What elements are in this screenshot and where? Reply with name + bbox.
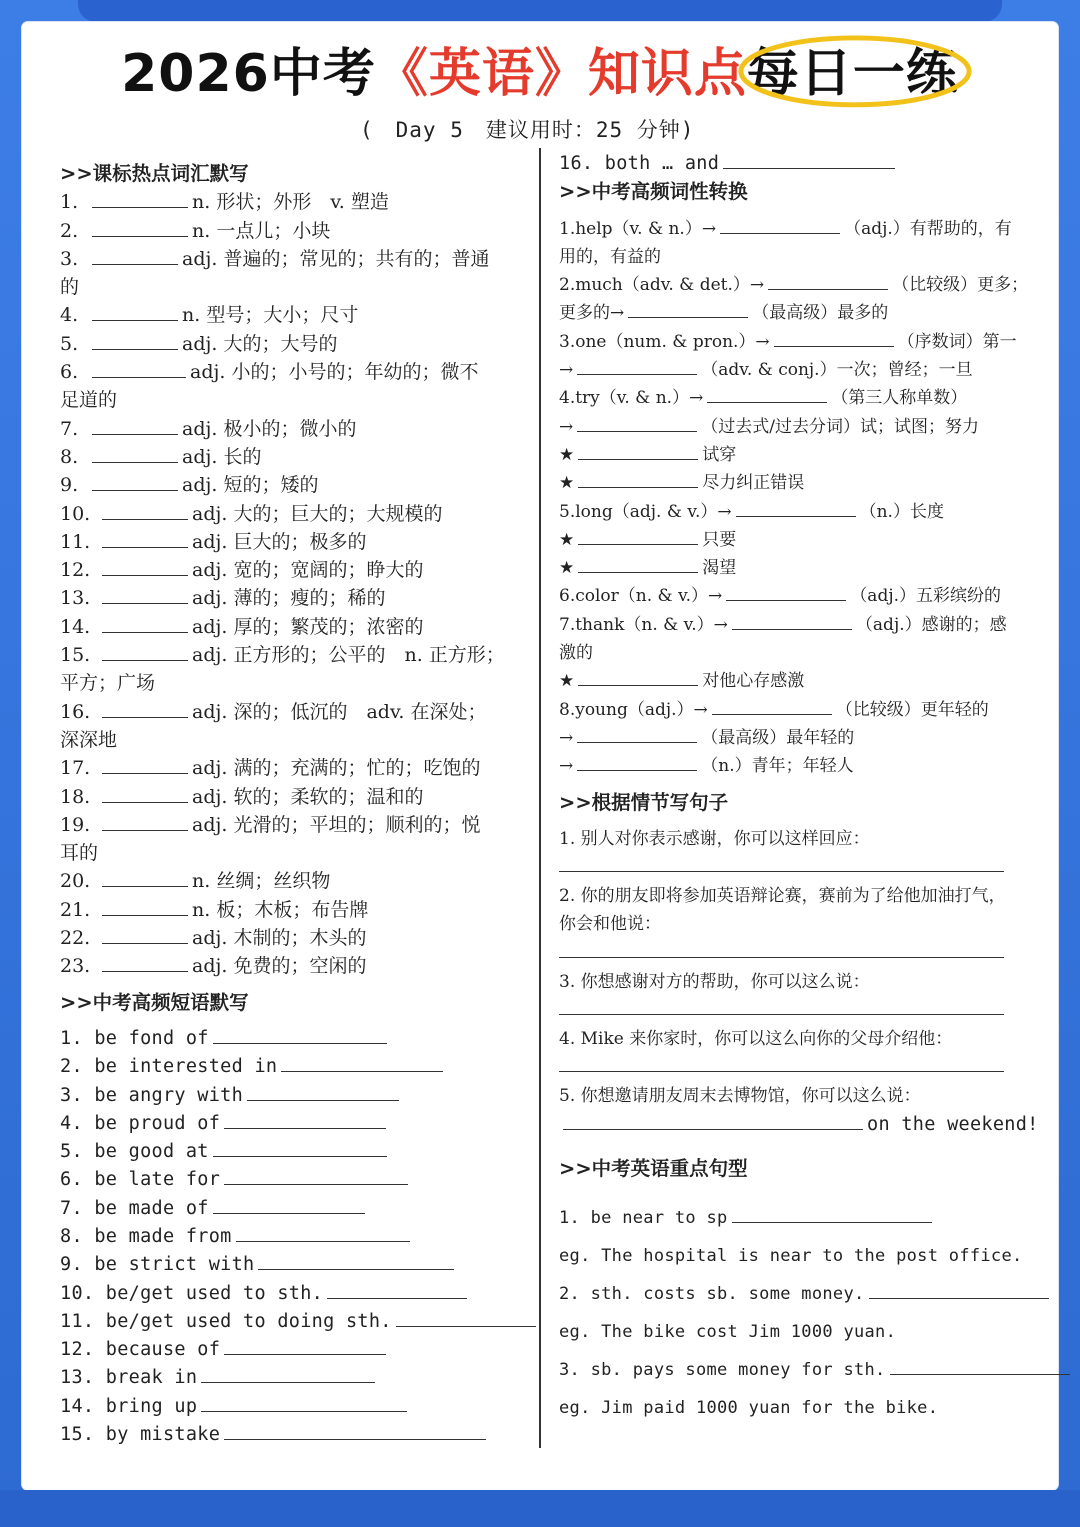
phrase-item [60,1025,530,1053]
sentence-list [559,825,1039,1139]
answer-blank[interactable] [578,554,698,573]
vocab-item [60,217,530,245]
vocab-item [60,811,530,839]
answer-line[interactable] [559,857,1004,872]
answer-blank[interactable] [102,812,188,831]
answer-blank[interactable] [577,752,697,771]
answer-blank[interactable] [732,611,852,630]
phrase-item [60,1280,530,1308]
spacer [60,1017,530,1025]
answer-blank[interactable] [102,529,188,548]
spacer [559,781,1029,789]
definition-text: adj. 深的；低沉的 adv. 在深处； [192,700,487,723]
conversion-row [559,356,1029,384]
item-number: 5. [60,332,79,355]
spacer [60,981,530,989]
phrase-text: 3. be angry with [60,1084,244,1106]
answer-blank[interactable] [102,699,188,718]
answer-blank[interactable] [578,526,698,545]
item-number: 18. [60,785,91,808]
definition-text: n. 形状；外形 v. 塑造 [192,191,389,214]
conversion-text: （最高级）最多的 [752,303,889,324]
definition-text: n. 型号；大小；尺寸 [182,304,359,327]
definition-text: n. 板；木板；布告牌 [192,898,369,921]
definition-text: adj. 正方形的；公平的 n. 正方形； [192,644,505,667]
answer-blank[interactable] [869,1280,1049,1299]
definition-text: n. 一点儿；小块 [192,219,331,242]
conversion-text: 7.thank（n. & v.）→ [559,614,728,635]
answer-blank[interactable] [396,1308,536,1327]
top-tab [78,0,1002,22]
phrase-text: 2. be interested in [60,1056,278,1078]
phrase-text: 1. be fond of [60,1027,209,1049]
answer-blank[interactable] [707,384,827,403]
answer-blank[interactable] [92,189,188,208]
answer-blank[interactable] [213,1195,365,1214]
item-number: 3. [60,247,79,270]
phrase-item [60,1195,530,1223]
section-phrases-title: >>中考高频短语默写 [60,990,249,1014]
conversion-text: （n.）长度 [859,501,944,522]
title-part3 [747,38,959,110]
title-part2: 《英语》知识点 [375,44,747,104]
prompt-text: 你会和他说： [559,914,661,935]
phrase-item [60,1421,530,1449]
definition-text: adj. 光滑的；平坦的；顺利的；悦 [192,813,481,836]
answer-blank[interactable] [247,1082,399,1101]
conversion-text: （序数词）第一 [897,331,1017,352]
conversion-row [559,667,1029,695]
item-number: 4. [60,304,79,327]
conversion-text: （比较级）更年轻的 [835,699,989,720]
answer-blank[interactable] [102,868,188,887]
answer-blank[interactable] [92,246,178,265]
column-divider [539,148,541,1448]
phrase-text: 7. be made of [60,1197,209,1219]
answer-blank[interactable] [577,413,697,432]
title-part1: 2026中考 [121,44,376,104]
definition-text: adj. 厚的；繁茂的；浓密的 [192,615,424,638]
phrase-item [60,1364,530,1392]
answer-blank[interactable] [102,642,188,661]
answer-blank[interactable] [281,1053,443,1072]
conversion-text: （最高级）最年轻的 [701,727,855,748]
conversion-text: 3.one（num. & pron.）→ [559,331,770,352]
definition-text: n. 丝绸；丝织物 [192,870,331,893]
item-number: 10. [60,502,91,525]
definition-text: adj. 木制的；木头的 [192,927,367,950]
answer-blank[interactable] [102,953,188,972]
answer-blank[interactable] [213,1138,387,1157]
pattern-example [559,1237,1029,1275]
item-number: 19. [60,813,91,836]
definition-text: adj. 小的；小号的；年幼的；微不 [190,361,479,384]
vocab-item [60,471,530,499]
prompt-text: 4. Mike 来你家时，你可以这么向你的父母介绍他： [559,1029,953,1050]
vocab-item [60,867,530,895]
conversion-row [559,611,1029,639]
phrase-item [60,1110,530,1138]
definition-text: adj. 大的；大号的 [182,332,338,355]
title-part3-text: 每日一练 [746,44,959,104]
vocab-item-continuation: 足道的 [60,389,118,412]
definition-text: adj. 巨大的；极多的 [192,530,367,553]
vocab-item [60,698,530,726]
vocab-item [60,528,530,556]
answer-blank[interactable] [102,925,188,944]
conversion-text: （比较级）更多； [892,275,1029,296]
conversion-text: （第三人称单数） [831,388,968,409]
answer-blank[interactable] [890,1356,1070,1375]
vocab-item-continuation: 深深地 [60,728,118,751]
vocab-item-continuation: 的 [60,276,80,299]
phrase-item [60,1223,530,1251]
item-number: 21. [60,898,91,921]
answer-blank[interactable] [102,501,188,520]
pattern-example [559,1313,1029,1351]
conversion-text: 用的，有益的 [559,246,661,267]
conversion-text: ★ [559,529,575,550]
vocab-list [60,188,530,980]
answer-blank[interactable] [723,150,895,169]
conversion-row [559,696,1029,724]
conversion-row [559,215,1029,243]
vocab-item [60,783,530,811]
answer-blank[interactable] [92,331,178,350]
conversion-text: （过去式/过去分词）试；试图；努力 [701,416,979,437]
conversion-row [559,441,1029,469]
conversion-text: → [559,416,574,437]
conversion-text: 5.long（adj. & v.）→ [559,501,732,522]
vocab-item [60,754,530,782]
answer-blank[interactable] [236,1223,410,1242]
conversion-list [559,215,1029,781]
vocab-item [60,952,530,980]
pattern-text: 3. sb. pays some money for sth. [559,1360,886,1381]
conversion-text: 只要 [702,529,737,550]
conversion-text: （adv. & conj.）一次；曾经；一旦 [701,360,973,381]
conversion-row [559,582,1029,610]
conversion-row [559,413,1029,441]
conversion-row [559,526,1029,554]
answer-blank[interactable] [712,696,832,715]
answer-blank[interactable] [102,755,188,774]
conversion-text: → [559,360,574,381]
vocab-item [60,188,530,216]
conversion-text: ★ [559,444,575,465]
conversion-text: 试穿 [702,444,737,465]
pattern-list [559,1199,1029,1427]
conversion-text: （adj.）有帮助的，有 [844,218,1012,239]
phrase-text: 6. be late for [60,1169,221,1191]
item-number: 23. [60,955,91,978]
phrase-text: 15. by mistake [60,1424,221,1446]
definition-text: adj. 短的；矮的 [182,474,319,497]
pattern-item [559,1275,1029,1313]
definition-text: adj. 长的 [182,445,262,468]
answer-line-with-suffix [559,1111,1039,1139]
vocab-item [60,641,530,669]
answer-blank[interactable] [720,215,840,234]
pattern-item [559,1199,1029,1237]
conversion-text: 激的 [559,643,593,664]
vocab-item [60,924,530,952]
answer-blank[interactable] [563,1111,863,1130]
item-number: 15. [60,644,91,667]
pattern-example [559,1389,1029,1427]
answer-blank[interactable] [578,441,698,460]
phrase-text: 4. be proud of [60,1112,221,1134]
definition-text: adj. 软的；柔软的；温和的 [192,785,424,808]
answer-blank[interactable] [578,469,698,488]
pattern-text: 2. sth. costs sb. some money. [559,1284,865,1305]
item-number: 13. [60,587,91,610]
example-text: eg. The bike cost Jim 1000 yuan. [559,1322,897,1343]
answer-blank[interactable] [102,614,188,633]
answer-blank[interactable] [224,1421,486,1440]
prompt-text: 3. 你想感谢对方的帮助，你可以这么说： [559,971,870,992]
answer-line[interactable] [559,1000,1004,1015]
vocab-item-continuation: 耳的 [60,842,99,865]
section-sentences-title: >>根据情节写句子 [559,790,729,814]
answer-blank[interactable] [726,582,846,601]
item-number: 6. [60,361,79,384]
phrase-text: 8. be made from [60,1225,232,1247]
prompt-text: 1. 别人对你表示感谢，你可以这样回应： [559,828,870,849]
conversion-text: 尽力纠正错误 [702,473,805,494]
spacer [559,1139,1029,1155]
conversion-text: → [559,756,574,777]
answer-blank[interactable] [224,1166,408,1185]
section-patterns-title: >>中考英语重点句型 [559,1156,748,1180]
answer-blank[interactable] [768,271,888,290]
phrase-item [60,1082,530,1110]
conversion-text: 2.much（adv. & det.）→ [559,275,765,296]
item-number: 9. [60,474,79,497]
answer-blank[interactable] [577,724,697,743]
conversion-text: ★ [559,473,575,494]
phrase-item [60,1053,530,1081]
spacer [559,207,1029,215]
definition-text: adj. 免费的；空闲的 [192,955,367,978]
answer-blank[interactable] [92,444,178,463]
vocab-item [60,556,530,584]
answer-blank[interactable] [774,328,894,347]
answer-blank[interactable] [736,498,856,517]
page-title [0,38,1080,110]
vocab-item [60,330,530,358]
example-text: eg. Jim paid 1000 yuan for the bike. [559,1398,939,1419]
answer-blank[interactable] [258,1251,454,1270]
phrase-16 [559,150,1029,178]
example-text: eg. The hospital is near to the post office. [559,1246,1023,1267]
definition-text: adj. 薄的；瘦的；稀的 [192,587,386,610]
phrase-list [60,1025,530,1449]
definition-text: adj. 极小的；微小的 [182,417,357,440]
phrase-item [60,1138,530,1166]
section-conversion-title: >>中考高频词性转换 [559,180,748,204]
vocab-item [60,245,530,273]
conversion-text: ★ [559,558,575,579]
vocab-item-continuation: 平方；广场 [60,672,156,695]
item-number: 11. [60,530,91,553]
conversion-text: （adj.）感谢的；感 [855,614,1007,635]
item-number: 22. [60,927,91,950]
conversion-row [559,469,1029,497]
phrase-item [60,1251,530,1279]
item-number: 14. [60,615,91,638]
conversion-text: 4.try（v. & n.）→ [559,388,704,409]
conversion-row [559,639,1029,667]
conversion-row [559,554,1029,582]
phrase-text: 10. be/get used to sth. [60,1282,324,1304]
phrase-item [60,1336,530,1364]
subtitle: ( Day 5 建议用时：25 分钟) [360,118,695,142]
answer-blank[interactable] [224,1110,386,1129]
phrase-item [60,1308,530,1336]
phrase-text: 13. break in [60,1367,198,1389]
answer-blank[interactable] [92,218,188,237]
conversion-text: 更多的→ [559,303,625,324]
answer-blank[interactable] [732,1204,932,1223]
answer-line[interactable] [559,1057,1004,1072]
left-column [60,160,530,1449]
conversion-row [559,299,1029,327]
answer-suffix: on the weekend! [867,1113,1039,1135]
vocab-item [60,896,530,924]
pattern-item [559,1351,1029,1389]
item-number: 7. [60,417,79,440]
section-vocab-title: >>课标热点词汇默写 [60,162,249,185]
prompt-text: 2. 你的朋友即将参加英语辩论赛，赛前为了给他加油打气， [559,886,1006,907]
item-number: 16. [60,700,91,723]
bottom-bar [0,1490,1080,1527]
right-column [559,150,1039,1427]
answer-blank[interactable] [102,784,188,803]
spacer [559,817,1029,825]
answer-blank[interactable] [213,1025,387,1044]
pattern-text: 1. be near to sp [559,1208,728,1229]
vocab-item [60,358,530,386]
phrase-16-text: 16. both … and [559,153,720,174]
answer-blank[interactable] [578,667,698,686]
item-number: 2. [60,219,79,242]
answer-blank[interactable] [102,557,188,576]
conversion-text: 8.young（adj.）→ [559,699,708,720]
conversion-row [559,271,1029,299]
phrase-text: 12. because of [60,1339,221,1361]
conversion-text: （adj.）五彩缤纷的 [850,586,1002,607]
item-number: 20. [60,870,91,893]
answer-blank[interactable] [92,359,186,378]
answer-blank[interactable] [92,416,178,435]
conversion-text: 渴望 [702,558,737,579]
phrase-text: 11. be/get used to doing sth. [60,1310,392,1332]
conversion-text: 对他心存感激 [702,671,805,692]
conversion-row [559,498,1029,526]
answer-blank[interactable] [628,299,748,318]
vocab-item [60,584,530,612]
definition-text: adj. 宽的；宽阔的；睁大的 [192,559,424,582]
conversion-row [559,384,1029,412]
item-number: 17. [60,757,91,780]
definition-text: adj. 普遍的；常见的；共有的；普通 [182,247,490,270]
conversion-text: （n.）青年；年轻人 [701,756,854,777]
answer-line[interactable] [559,943,1004,958]
definition-text: adj. 大的；巨大的；大规模的 [192,502,443,525]
conversion-text: ★ [559,671,575,692]
prompt-text: 5. 你想邀请朋友周末去博物馆，你可以这么说： [559,1086,921,1107]
conversion-text: 1.help（v. & n.）→ [559,218,717,239]
answer-blank[interactable] [92,472,178,491]
item-number: 8. [60,445,79,468]
answer-blank[interactable] [102,585,188,604]
definition-text: adj. 满的；充满的；忙的；吃饱的 [192,757,481,780]
vocab-item [60,500,530,528]
conversion-text: 6.color（n. & v.）→ [559,586,723,607]
phrase-item [60,1166,530,1194]
item-number: 12. [60,559,91,582]
vocab-item [60,613,530,641]
answer-blank[interactable] [224,1336,386,1355]
phrase-text: 5. be good at [60,1141,209,1163]
answer-blank[interactable] [201,1393,407,1412]
conversion-row [559,752,1029,780]
answer-blank[interactable] [201,1364,375,1383]
spacer [559,1183,1029,1199]
conversion-row [559,243,1029,271]
conversion-row [559,724,1029,752]
answer-blank[interactable] [577,356,697,375]
conversion-row [559,328,1029,356]
answer-blank[interactable] [327,1280,467,1299]
item-number: 1. [60,191,79,214]
conversion-text: → [559,727,574,748]
answer-blank[interactable] [102,897,188,916]
vocab-item [60,443,530,471]
vocab-item [60,301,530,329]
vocab-item [60,415,530,443]
phrase-text: 9. be strict with [60,1254,255,1276]
phrase-text: 14. bring up [60,1395,198,1417]
answer-blank[interactable] [92,302,178,321]
phrase-item [60,1393,530,1421]
